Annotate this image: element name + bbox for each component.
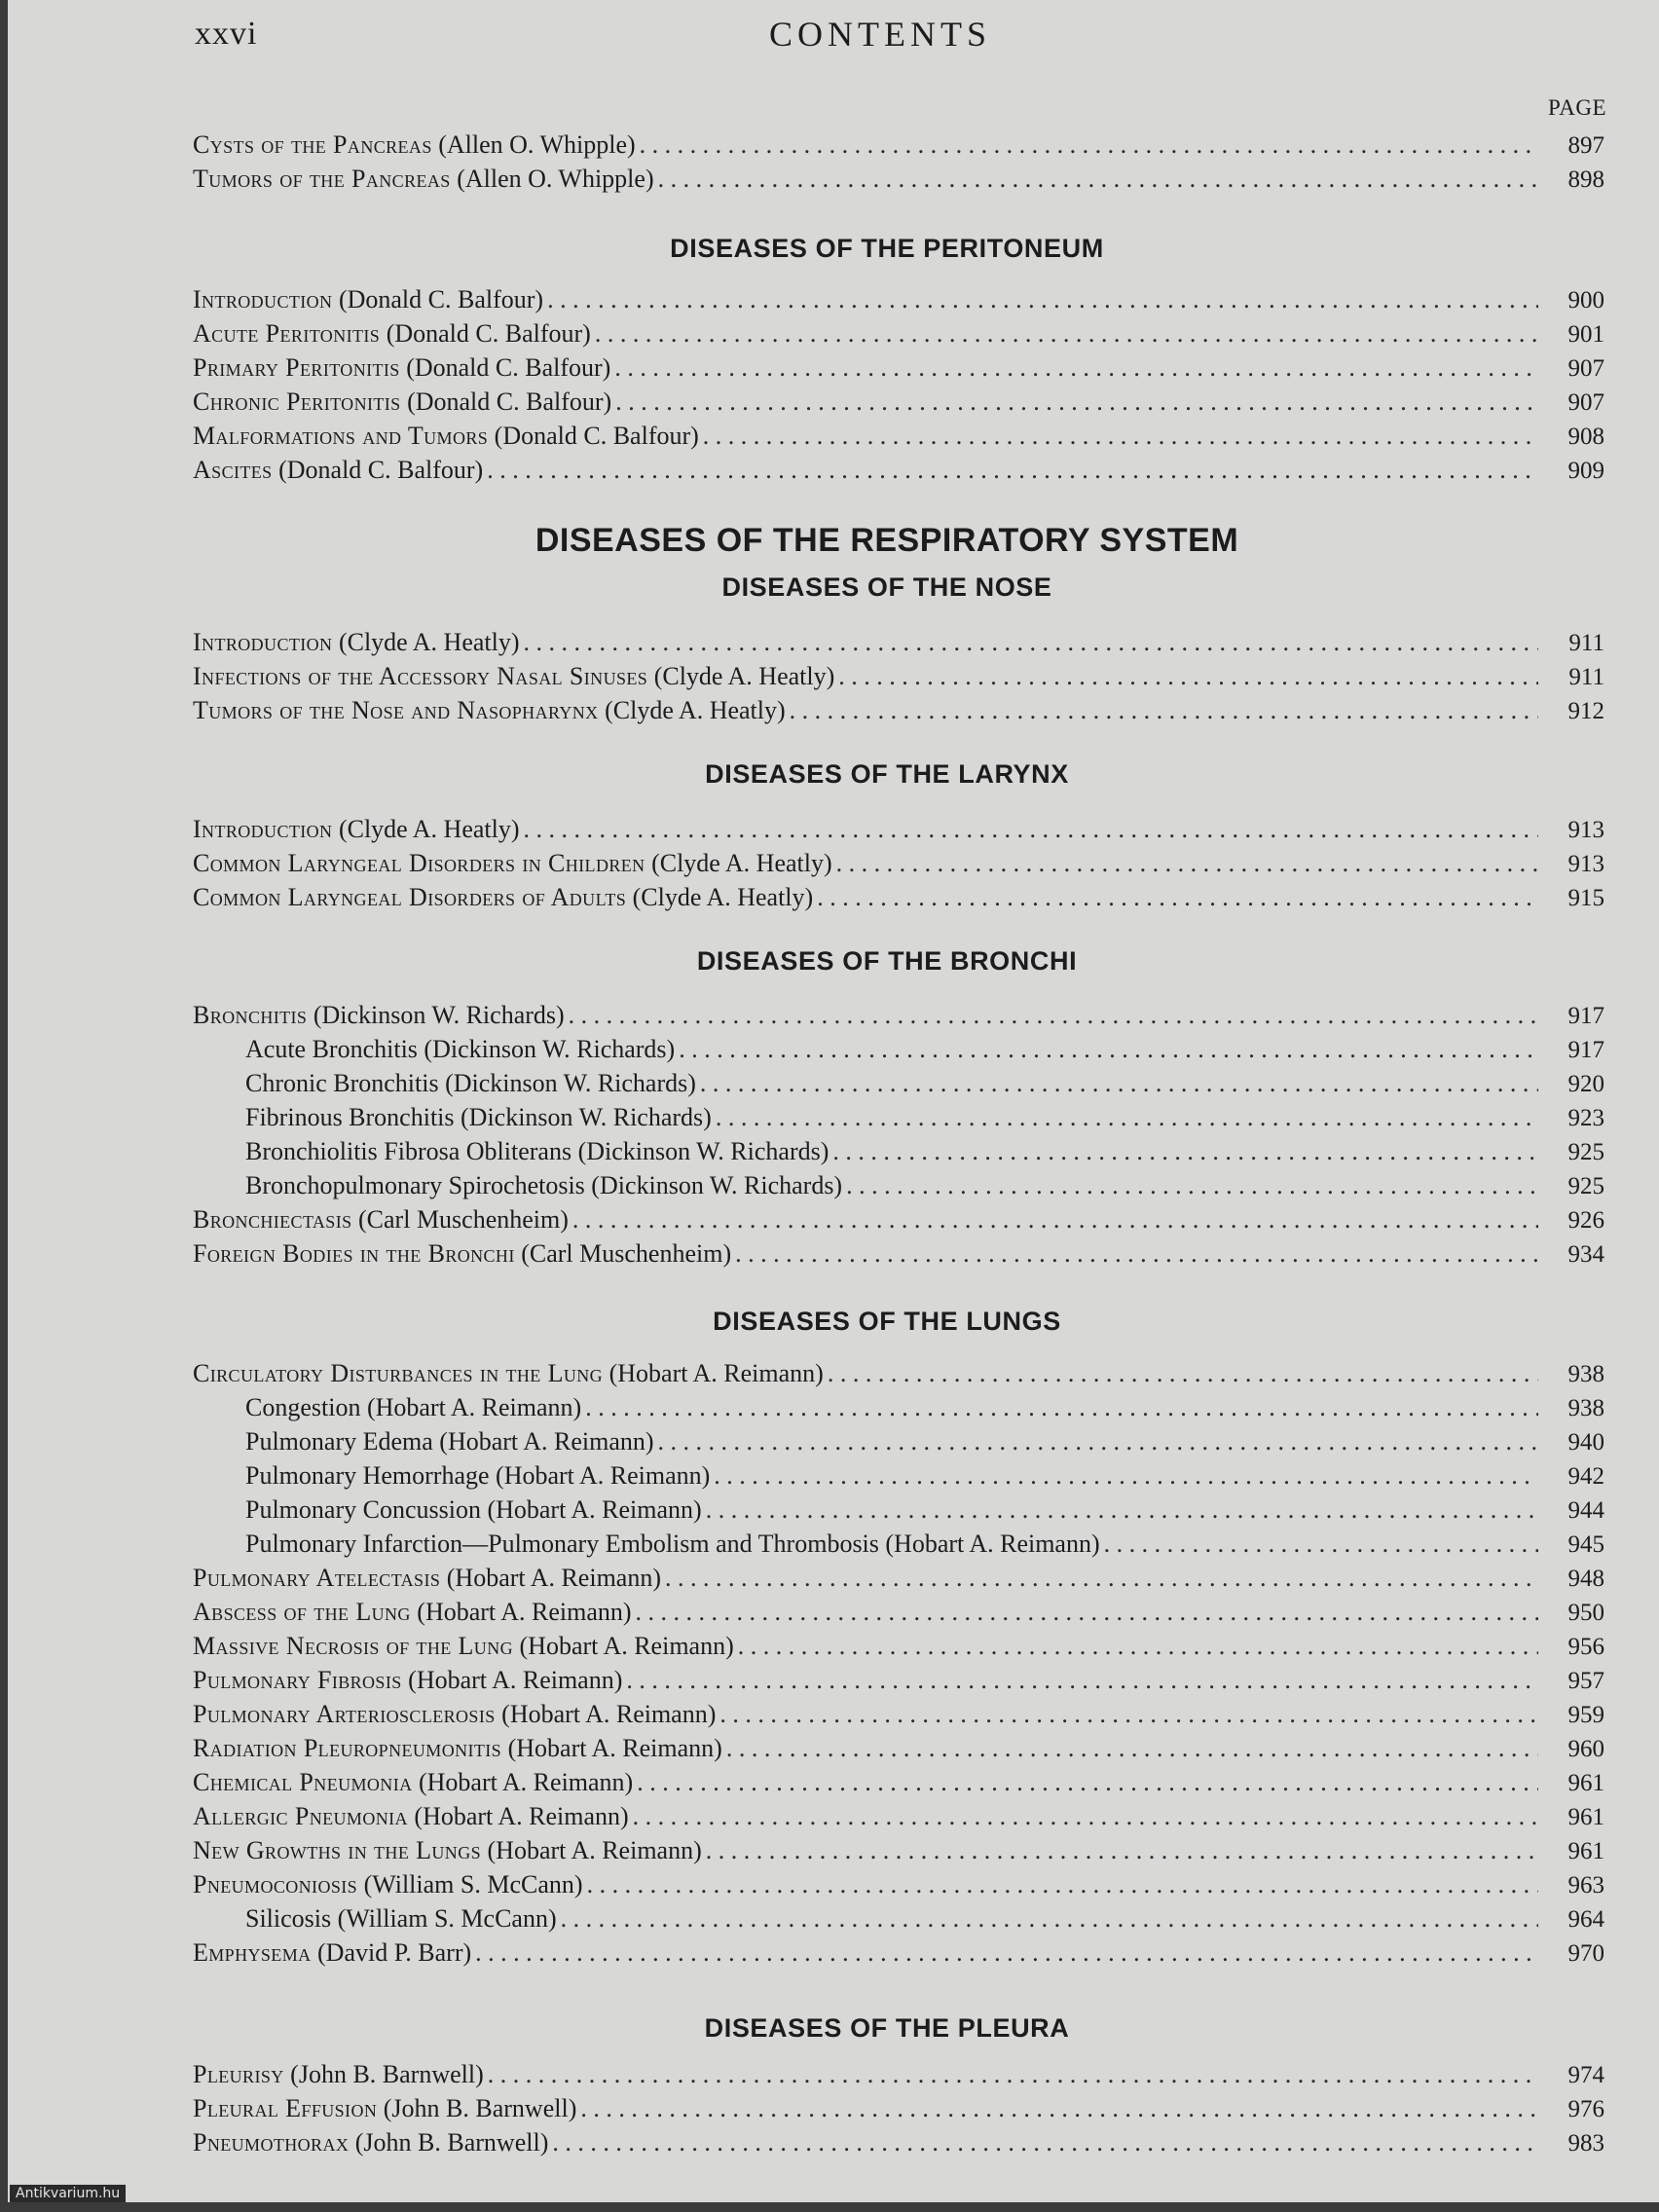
toc-entry — [193, 2091, 1604, 2125]
toc-entry — [193, 846, 1604, 880]
dot-leader — [790, 693, 1538, 727]
entry-title — [193, 316, 591, 350]
page-number: 964 — [1567, 1906, 1604, 1933]
major-section-heading: DISEASES OF THE RESPIRATORY SYSTEM — [535, 522, 1239, 559]
entry-title — [193, 659, 834, 693]
section-heading: DISEASES OF THE BRONCHI — [696, 946, 1078, 976]
toc-entry — [193, 1731, 1604, 1765]
dot-leader — [614, 350, 1538, 385]
entry-title — [245, 1493, 702, 1527]
page-number: 960 — [1567, 1736, 1604, 1762]
page-number: 961 — [1567, 1838, 1604, 1864]
dot-leader — [488, 2057, 1538, 2091]
entry-title — [193, 1867, 583, 1901]
page-number: 913 — [1567, 817, 1604, 843]
page-number: 908 — [1567, 424, 1604, 450]
toc-entry — [193, 1765, 1604, 1799]
entry-author: (John B. Barnwell) — [354, 2128, 549, 2157]
toc-subentry — [245, 1134, 1604, 1168]
entry-title — [193, 1697, 716, 1731]
entry-author: (David P. Barr) — [317, 1938, 472, 1967]
toc-subentry — [245, 1493, 1604, 1527]
dot-leader — [640, 128, 1538, 162]
entry-topic: Massive Necrosis of the Lung — [193, 1632, 514, 1660]
dot-leader — [1104, 1527, 1538, 1561]
page-number: 950 — [1567, 1600, 1604, 1626]
entry-title — [193, 162, 654, 196]
page-number: 938 — [1567, 1361, 1604, 1387]
entry-title — [193, 880, 813, 914]
section-heading: DISEASES OF THE PERITONEUM — [670, 234, 1104, 263]
entry-title — [193, 1202, 569, 1236]
entry-title — [193, 812, 520, 846]
page-number: 961 — [1567, 1804, 1604, 1830]
entry-topic: Malformations and Tumors — [193, 422, 489, 450]
dot-leader — [828, 1356, 1538, 1390]
toc-entry — [193, 1595, 1604, 1629]
entry-author: (John B. Barnwell) — [290, 2060, 484, 2088]
entry-title — [193, 1765, 633, 1799]
dot-leader — [580, 2091, 1538, 2125]
page-number: 956 — [1567, 1634, 1604, 1660]
entry-title — [193, 2091, 576, 2125]
entry-title — [193, 350, 610, 385]
dot-leader — [700, 1066, 1538, 1100]
dot-leader — [716, 1100, 1538, 1134]
page-number: 934 — [1567, 1241, 1604, 1268]
dot-leader — [547, 282, 1538, 316]
entry-topic: Congestion (Hobart A. Reimann) — [245, 1393, 582, 1421]
entry-topic: Introduction — [193, 628, 333, 656]
dot-leader — [587, 1867, 1538, 1901]
page-number: 926 — [1567, 1207, 1604, 1234]
entry-title — [193, 453, 483, 487]
entry-topic: Pulmonary Fibrosis — [193, 1666, 402, 1694]
dot-leader — [633, 1799, 1538, 1833]
dot-leader — [569, 998, 1538, 1032]
toc-subentry — [245, 1168, 1604, 1202]
dot-leader — [658, 1424, 1538, 1458]
dot-leader — [637, 1765, 1538, 1799]
entry-title — [245, 1066, 696, 1100]
page-number: 944 — [1567, 1497, 1604, 1524]
entry-title — [193, 693, 786, 727]
entry-author: (Donald C. Balfour) — [338, 285, 544, 313]
entry-author: (Hobart A. Reimann) — [507, 1734, 722, 1762]
entry-title — [193, 1663, 622, 1697]
page-number: 900 — [1567, 287, 1604, 313]
section-heading: DISEASES OF THE LARYNX — [705, 759, 1069, 789]
entry-title — [193, 1799, 629, 1833]
page-number: 974 — [1567, 2062, 1604, 2088]
page-number: 915 — [1567, 885, 1604, 911]
dot-leader — [832, 1134, 1538, 1168]
toc-entry — [193, 282, 1604, 316]
dot-leader — [487, 453, 1538, 487]
page-number: 925 — [1567, 1173, 1604, 1199]
entry-topic: Pleurisy — [193, 2060, 284, 2088]
dot-leader — [475, 1936, 1538, 1970]
toc-subentry — [245, 1100, 1604, 1134]
entry-title — [193, 419, 699, 453]
entry-topic: Pulmonary Atelectasis — [193, 1564, 441, 1592]
page-number: 901 — [1567, 321, 1604, 348]
entry-topic: Chemical Pneumonia — [193, 1768, 413, 1796]
page-number: 911 — [1568, 630, 1604, 656]
entry-author: (William S. McCann) — [363, 1870, 583, 1899]
entry-topic: Fibrinous Bronchitis (Dickinson W. Richards) — [245, 1103, 712, 1131]
entry-topic: Bronchitis — [193, 1001, 308, 1029]
entry-topic: Foreign Bodies in the Bronchi — [193, 1239, 515, 1268]
entry-author: (Donald C. Balfour) — [386, 319, 591, 348]
page-number: 983 — [1567, 2130, 1604, 2157]
entry-author: (Hobart A. Reimann) — [501, 1700, 717, 1728]
dot-leader — [738, 1629, 1538, 1663]
page-number: 970 — [1567, 1940, 1604, 1967]
page-number: 898 — [1567, 166, 1604, 193]
entry-topic: Abscess of the Lung — [193, 1598, 411, 1626]
entry-title — [193, 128, 636, 162]
entry-title — [193, 1629, 734, 1663]
entry-author: (Clyde A. Heatly) — [605, 696, 786, 724]
dot-leader — [719, 1697, 1538, 1731]
dot-leader — [585, 1390, 1538, 1424]
toc-entry — [193, 1561, 1604, 1595]
dot-leader — [714, 1458, 1538, 1493]
entry-topic: Introduction — [193, 285, 333, 313]
toc-entry — [193, 1629, 1604, 1663]
entry-topic: Pulmonary Edema (Hobart A. Reimann) — [245, 1427, 654, 1456]
page-title: CONTENTS — [769, 15, 991, 54]
toc-entry — [193, 1236, 1604, 1271]
entry-author: (Hobart A. Reimann) — [487, 1836, 702, 1864]
dot-leader — [626, 1663, 1538, 1697]
entry-title — [193, 1356, 824, 1390]
dot-leader — [524, 812, 1538, 846]
page-number: 961 — [1567, 1770, 1604, 1796]
entry-title — [245, 1100, 712, 1134]
entry-title — [193, 1595, 632, 1629]
entry-author: (Hobart A. Reimann) — [446, 1564, 661, 1592]
page-number: 909 — [1567, 458, 1604, 484]
dot-leader — [561, 1901, 1538, 1936]
toc-entry — [193, 998, 1604, 1032]
page-number: 907 — [1567, 389, 1604, 416]
dot-leader — [703, 419, 1538, 453]
entry-title — [245, 1458, 710, 1493]
toc-entry — [193, 128, 1604, 162]
toc-entry — [193, 419, 1604, 453]
entry-author: (Hobart A. Reimann) — [519, 1632, 734, 1660]
entry-title — [193, 998, 565, 1032]
entry-topic: Pulmonary Hemorrhage (Hobart A. Reimann) — [245, 1461, 711, 1490]
toc-entry — [193, 812, 1604, 846]
entry-topic: Bronchopulmonary Spirochetosis (Dickinson W. Richards) — [245, 1171, 843, 1199]
entry-author: (Clyde A. Heatly) — [338, 628, 520, 656]
entry-title — [245, 1901, 557, 1936]
entry-topic: Radiation Pleuropneumonitis — [193, 1734, 502, 1762]
toc-entry — [193, 453, 1604, 487]
toc-subentry — [245, 1032, 1604, 1066]
page-number: 911 — [1568, 664, 1604, 690]
page-number: 963 — [1567, 1872, 1604, 1899]
entry-author: (Hobart A. Reimann) — [418, 1768, 634, 1796]
entry-author: (Hobart A. Reimann) — [608, 1359, 824, 1387]
entry-topic: Chronic Peritonitis — [193, 387, 401, 416]
entry-title — [193, 625, 520, 659]
dot-leader — [595, 316, 1538, 350]
running-head — [8, 14, 1659, 62]
entry-author: (Clyde A. Heatly) — [651, 849, 832, 877]
page-number: 912 — [1567, 698, 1604, 724]
dot-leader — [615, 385, 1538, 419]
dot-leader — [836, 846, 1538, 880]
toc-entry — [193, 659, 1604, 693]
page-number: 940 — [1567, 1429, 1604, 1456]
entry-topic: Tumors of the Pancreas — [193, 165, 451, 193]
dot-leader — [838, 659, 1538, 693]
page-number: 897 — [1567, 132, 1604, 159]
entry-topic: Infections of the Accessory Nasal Sinuses — [193, 662, 648, 690]
entry-author: (Hobart A. Reimann) — [408, 1666, 623, 1694]
entry-author: (Donald C. Balfour) — [406, 353, 611, 382]
entry-topic: Common Laryngeal Disorders of Adults — [193, 883, 627, 911]
entry-topic: Circulatory Disturbances in the Lung — [193, 1359, 604, 1387]
entry-title — [245, 1134, 829, 1168]
dot-leader — [665, 1561, 1538, 1595]
entry-author: (John B. Barnwell) — [383, 2094, 577, 2122]
dot-leader — [552, 2125, 1538, 2159]
entry-author: (Hobart A. Reimann) — [417, 1598, 632, 1626]
entry-author: (Hobart A. Reimann) — [414, 1802, 629, 1830]
entry-title — [193, 1936, 471, 1970]
dot-leader — [726, 1731, 1538, 1765]
toc-entry — [193, 1867, 1604, 1901]
page-number: 925 — [1567, 1139, 1604, 1165]
toc-subentry — [245, 1458, 1604, 1493]
page-number: 923 — [1567, 1105, 1604, 1131]
entry-topic: Silicosis (William S. McCann) — [245, 1904, 557, 1933]
entry-author: (Dickinson W. Richards) — [313, 1001, 565, 1029]
entry-topic: Chronic Bronchitis (Dickinson W. Richards) — [245, 1069, 696, 1097]
toc-subentry — [245, 1527, 1604, 1561]
dot-leader — [524, 625, 1538, 659]
entry-author: (Carl Muschenheim) — [358, 1205, 569, 1234]
entry-topic: Pneumoconiosis — [193, 1870, 358, 1899]
entry-title — [193, 1561, 661, 1595]
section-heading: DISEASES OF THE NOSE — [721, 572, 1052, 602]
page-folio: xxvi — [195, 16, 258, 52]
entry-author: (Donald C. Balfour) — [494, 422, 699, 450]
page-number: 938 — [1567, 1395, 1604, 1421]
entry-title — [193, 1731, 722, 1765]
entry-title — [245, 1032, 675, 1066]
dot-leader — [706, 1493, 1538, 1527]
toc-entry — [193, 316, 1604, 350]
entry-author: (Clyde A. Heatly) — [338, 815, 520, 843]
page-column-label: PAGE — [1548, 95, 1606, 120]
entry-title — [193, 1833, 702, 1867]
toc-entry — [193, 1202, 1604, 1236]
page-number: 945 — [1567, 1531, 1604, 1558]
section-heading: DISEASES OF THE PLEURA — [704, 2013, 1070, 2043]
toc-entry — [193, 385, 1604, 419]
toc-subentry — [245, 1424, 1604, 1458]
entry-topic: Primary Peritonitis — [193, 353, 400, 382]
entry-title — [193, 2057, 484, 2091]
entry-title — [193, 846, 832, 880]
page-number: 976 — [1567, 2096, 1604, 2122]
toc-entry — [193, 350, 1604, 385]
entry-topic: Tumors of the Nose and Nasopharynx — [193, 696, 599, 724]
toc-entry — [193, 880, 1604, 914]
toc-entry — [193, 1936, 1604, 1970]
entry-title — [193, 2125, 548, 2159]
toc-entry — [193, 693, 1604, 727]
entry-topic: Pulmonary Arteriosclerosis — [193, 1700, 496, 1728]
toc-subentry — [245, 1901, 1604, 1936]
toc-subentry — [245, 1066, 1604, 1100]
entry-topic: Introduction — [193, 815, 333, 843]
toc-subentry — [245, 1390, 1604, 1424]
entry-topic: Pneumothorax — [193, 2128, 350, 2157]
entry-title — [245, 1527, 1100, 1561]
entry-author: (Donald C. Balfour) — [407, 387, 612, 416]
dot-leader — [846, 1168, 1538, 1202]
entry-author: (Donald C. Balfour) — [278, 456, 484, 484]
book-page — [8, 0, 1659, 2202]
entry-title — [245, 1390, 581, 1424]
entry-topic: Pleural Effusion — [193, 2094, 378, 2122]
entry-title — [245, 1168, 842, 1202]
toc-entry — [193, 625, 1604, 659]
entry-title — [245, 1424, 654, 1458]
toc-entry — [193, 2125, 1604, 2159]
entry-author: (Clyde A. Heatly) — [653, 662, 835, 690]
entry-topic: New Growths in the Lungs — [193, 1836, 482, 1864]
page-number: 913 — [1567, 851, 1604, 877]
entry-topic: Emphysema — [193, 1938, 312, 1967]
entry-author: (Allen O. Whipple) — [438, 130, 636, 159]
entry-topic: Bronchiolitis Fibrosa Obliterans (Dickinson W. Richards) — [245, 1137, 830, 1165]
dot-leader — [735, 1236, 1538, 1271]
dot-leader — [658, 162, 1538, 196]
entry-topic: Acute Bronchitis (Dickinson W. Richards) — [245, 1035, 676, 1063]
toc-entry — [193, 2057, 1604, 2091]
dot-leader — [572, 1202, 1538, 1236]
entry-topic: Pulmonary Concussion (Hobart A. Reimann) — [245, 1495, 702, 1524]
watermark: Antikvarium.hu — [10, 2185, 126, 2202]
entry-author: (Clyde A. Heatly) — [632, 883, 814, 911]
page-number: 957 — [1567, 1668, 1604, 1694]
toc-entry — [193, 1663, 1604, 1697]
section-heading: DISEASES OF THE LUNGS — [713, 1307, 1061, 1336]
entry-author: (Carl Muschenheim) — [521, 1239, 732, 1268]
entry-title — [193, 1236, 731, 1271]
entry-topic: Acute Peritonitis — [193, 319, 381, 348]
entry-topic: Common Laryngeal Disorders in Children — [193, 849, 645, 877]
entry-author: (Allen O. Whipple) — [457, 165, 654, 193]
toc-entry — [193, 1833, 1604, 1867]
page-number: 917 — [1567, 1037, 1604, 1063]
dot-leader — [817, 880, 1538, 914]
toc-entry — [193, 162, 1604, 196]
page-number: 907 — [1567, 355, 1604, 382]
entry-topic: Allergic Pneumonia — [193, 1802, 408, 1830]
entry-topic: Cysts of the Pancreas — [193, 130, 432, 159]
dot-leader — [679, 1032, 1538, 1066]
entry-topic: Bronchiectasis — [193, 1205, 352, 1234]
dot-leader — [636, 1595, 1538, 1629]
dot-leader — [706, 1833, 1538, 1867]
page-number: 920 — [1567, 1071, 1604, 1097]
entry-topic: Pulmonary Infarction—Pulmonary Embolism and Thrombosis (Hobart A. Reimann) — [245, 1530, 1100, 1558]
page-number: 942 — [1567, 1463, 1604, 1490]
toc-entry — [193, 1356, 1604, 1390]
page-number: 948 — [1567, 1566, 1604, 1592]
page-number: 959 — [1567, 1702, 1604, 1728]
entry-title — [193, 282, 543, 316]
entry-title — [193, 385, 611, 419]
page-number: 917 — [1567, 1003, 1604, 1029]
toc-entry — [193, 1799, 1604, 1833]
toc-entry — [193, 1697, 1604, 1731]
entry-topic: Ascites — [193, 456, 273, 484]
